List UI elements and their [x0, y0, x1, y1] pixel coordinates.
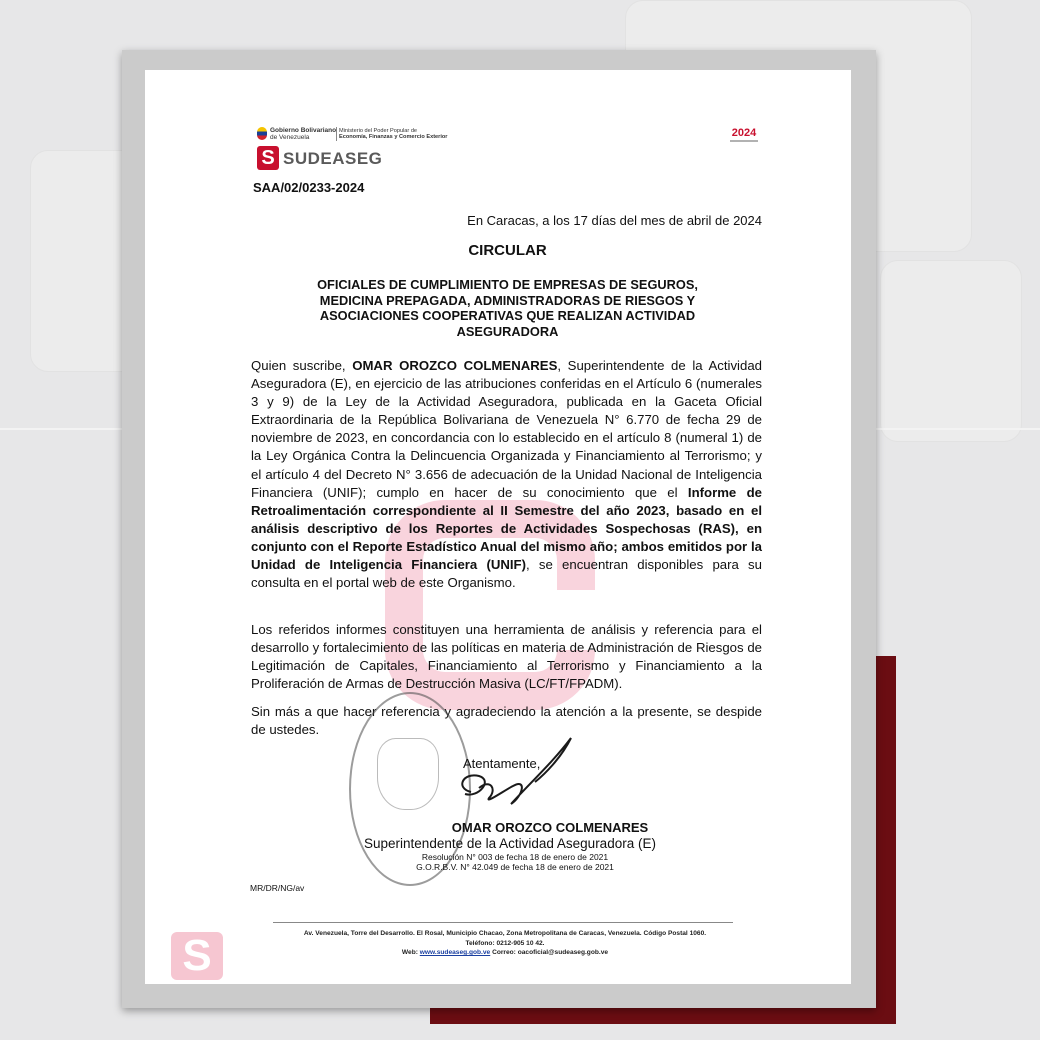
gov-name-line2: de Venezuela: [270, 134, 310, 141]
footer-address: Av. Venezuela, Torre del Desarrollo. El Rosal, Municipio Chacao, Zona Metropolitana de Caracas, Venezuela. Código Postal 1060.: [303, 930, 707, 937]
gov-name: [270, 127, 336, 141]
paragraph-2: Los referidos informes constituyen una herramienta de análisis y referencia para el desarrollo y fortalecimiento de las políticas en materia de Administración de Riesgos de Legitimación de Capitales, Financiamiento al Terrorismo y Financiamiento a la Proliferación de Armas de Destrucción Masiva (LC/FT/FPADM).: [251, 622, 762, 692]
p1-signer-name: OMAR OROZCO COLMENARES: [352, 358, 558, 373]
footer-phone: Teléfono: 0212-905 10 42.: [465, 939, 545, 947]
p1-text-a: Quien suscribe,: [251, 358, 353, 373]
venezuela-flag-icon: [257, 127, 267, 140]
closing-text: Atentamente,: [463, 756, 541, 771]
ministry-line2: Economía, Finanzas y Comercio Exterior: [339, 134, 448, 140]
footer-divider: [273, 922, 733, 923]
footer-contact: [265, 929, 745, 958]
paragraph-1: [251, 357, 762, 592]
header-divider: [336, 127, 337, 141]
subject-heading: OFICIALES DE CUMPLIMIENTO DE EMPRESAS DE SEGUROS, MEDICINA PREPAGADA, ADMINISTRADORAS DE RIESGOS Y ASOCIACIONES COOPERATIVAS QUE REALIZAN ACTIVIDAD ASEGURADORA: [317, 277, 698, 339]
date-line: En Caracas, a los 17 días del mes de abril de 2024: [467, 213, 762, 228]
sudeaseg-logo-icon: S: [257, 146, 279, 170]
p1-report-title: Informe de Retroalimentación correspondiente al II Semestre del año 2023, basado en el análisis descriptivo de los Reportes de Actividades Sospechosas (RAS), en conjunto con el Reporte Estadístico Anual del mismo año; ambos emitidos por la Unidad de Inteligencia Financiera (UNIF): [251, 484, 762, 573]
anniversary-logo: [727, 122, 761, 144]
ministry-line1: Ministerio del Poder Popular de: [339, 128, 418, 134]
p1-text-c: , Superintendente de la Actividad Aseguradora (E), en ejercicio de las atribuciones conferidas en el Artículo 6 (numerales 3 y 9) de la Ley de la Actividad Aseguradora, publicada en la Gaceta Oficial Extraordinaria de la República Bolivariana de Venezuela N° 6.770 de fecha 29 de noviembre de 2023, en concordancia con lo establecido en el artículo 8 (numeral 1) de la Ley Orgánica Contra la Delincuencia Organizada y Financiamiento al Terrorismo; y el artículo 4 del Decreto N° 3.656 de adecuación de la Unidad Nacional de Inteligencia Financiera (UNIF); cumplo en hacer de su conocimiento que el: [251, 358, 762, 500]
ministry-name: [339, 128, 448, 140]
footer-watermark-logo: S: [171, 932, 223, 980]
handwritten-signature: [435, 732, 585, 814]
gov-name-line1: Gobierno Bolivariano: [270, 127, 337, 134]
sudeaseg-logo-text: SUDEASEG: [283, 149, 383, 168]
footer-web-label: Web:: [401, 949, 420, 956]
anniversary-logo-text: 2024: [731, 127, 757, 139]
paragraph-3: Sin más a que hacer referencia y agradeciendo la atención a la presente, se despide de ustedes.: [251, 704, 762, 738]
document-page: [145, 70, 851, 984]
footer-web: [265, 948, 745, 958]
coat-of-arms-stamp: [377, 738, 439, 810]
signer-resolution: [365, 852, 665, 872]
document-title: CIRCULAR: [468, 242, 547, 259]
reference-number: SAA/02/0233-2024: [253, 180, 365, 195]
p1-text-e: , se encuentran disponibles para su consulta en el portal web de este Organismo.: [251, 557, 762, 591]
typist-initials: MR/DR/NG/av: [250, 883, 305, 893]
resolution-line-1: Resolución N° 003 de fecha 18 de enero de 2021: [421, 852, 609, 862]
signer-name: OMAR OROZCO COLMENARES: [451, 820, 649, 835]
signer-role: Superintendente de la Actividad Aseguradora (E): [364, 836, 656, 851]
footer-web-link[interactable]: www.sudeaseg.gob.ve: [419, 949, 491, 956]
footer-email: Correo: oacoficial@sudeaseg.gob.ve: [490, 949, 609, 956]
background-panel: [880, 260, 1022, 442]
resolution-line-2: G.O.R.B.V. N° 42.049 de fecha 18 de enero de 2021: [416, 862, 614, 872]
